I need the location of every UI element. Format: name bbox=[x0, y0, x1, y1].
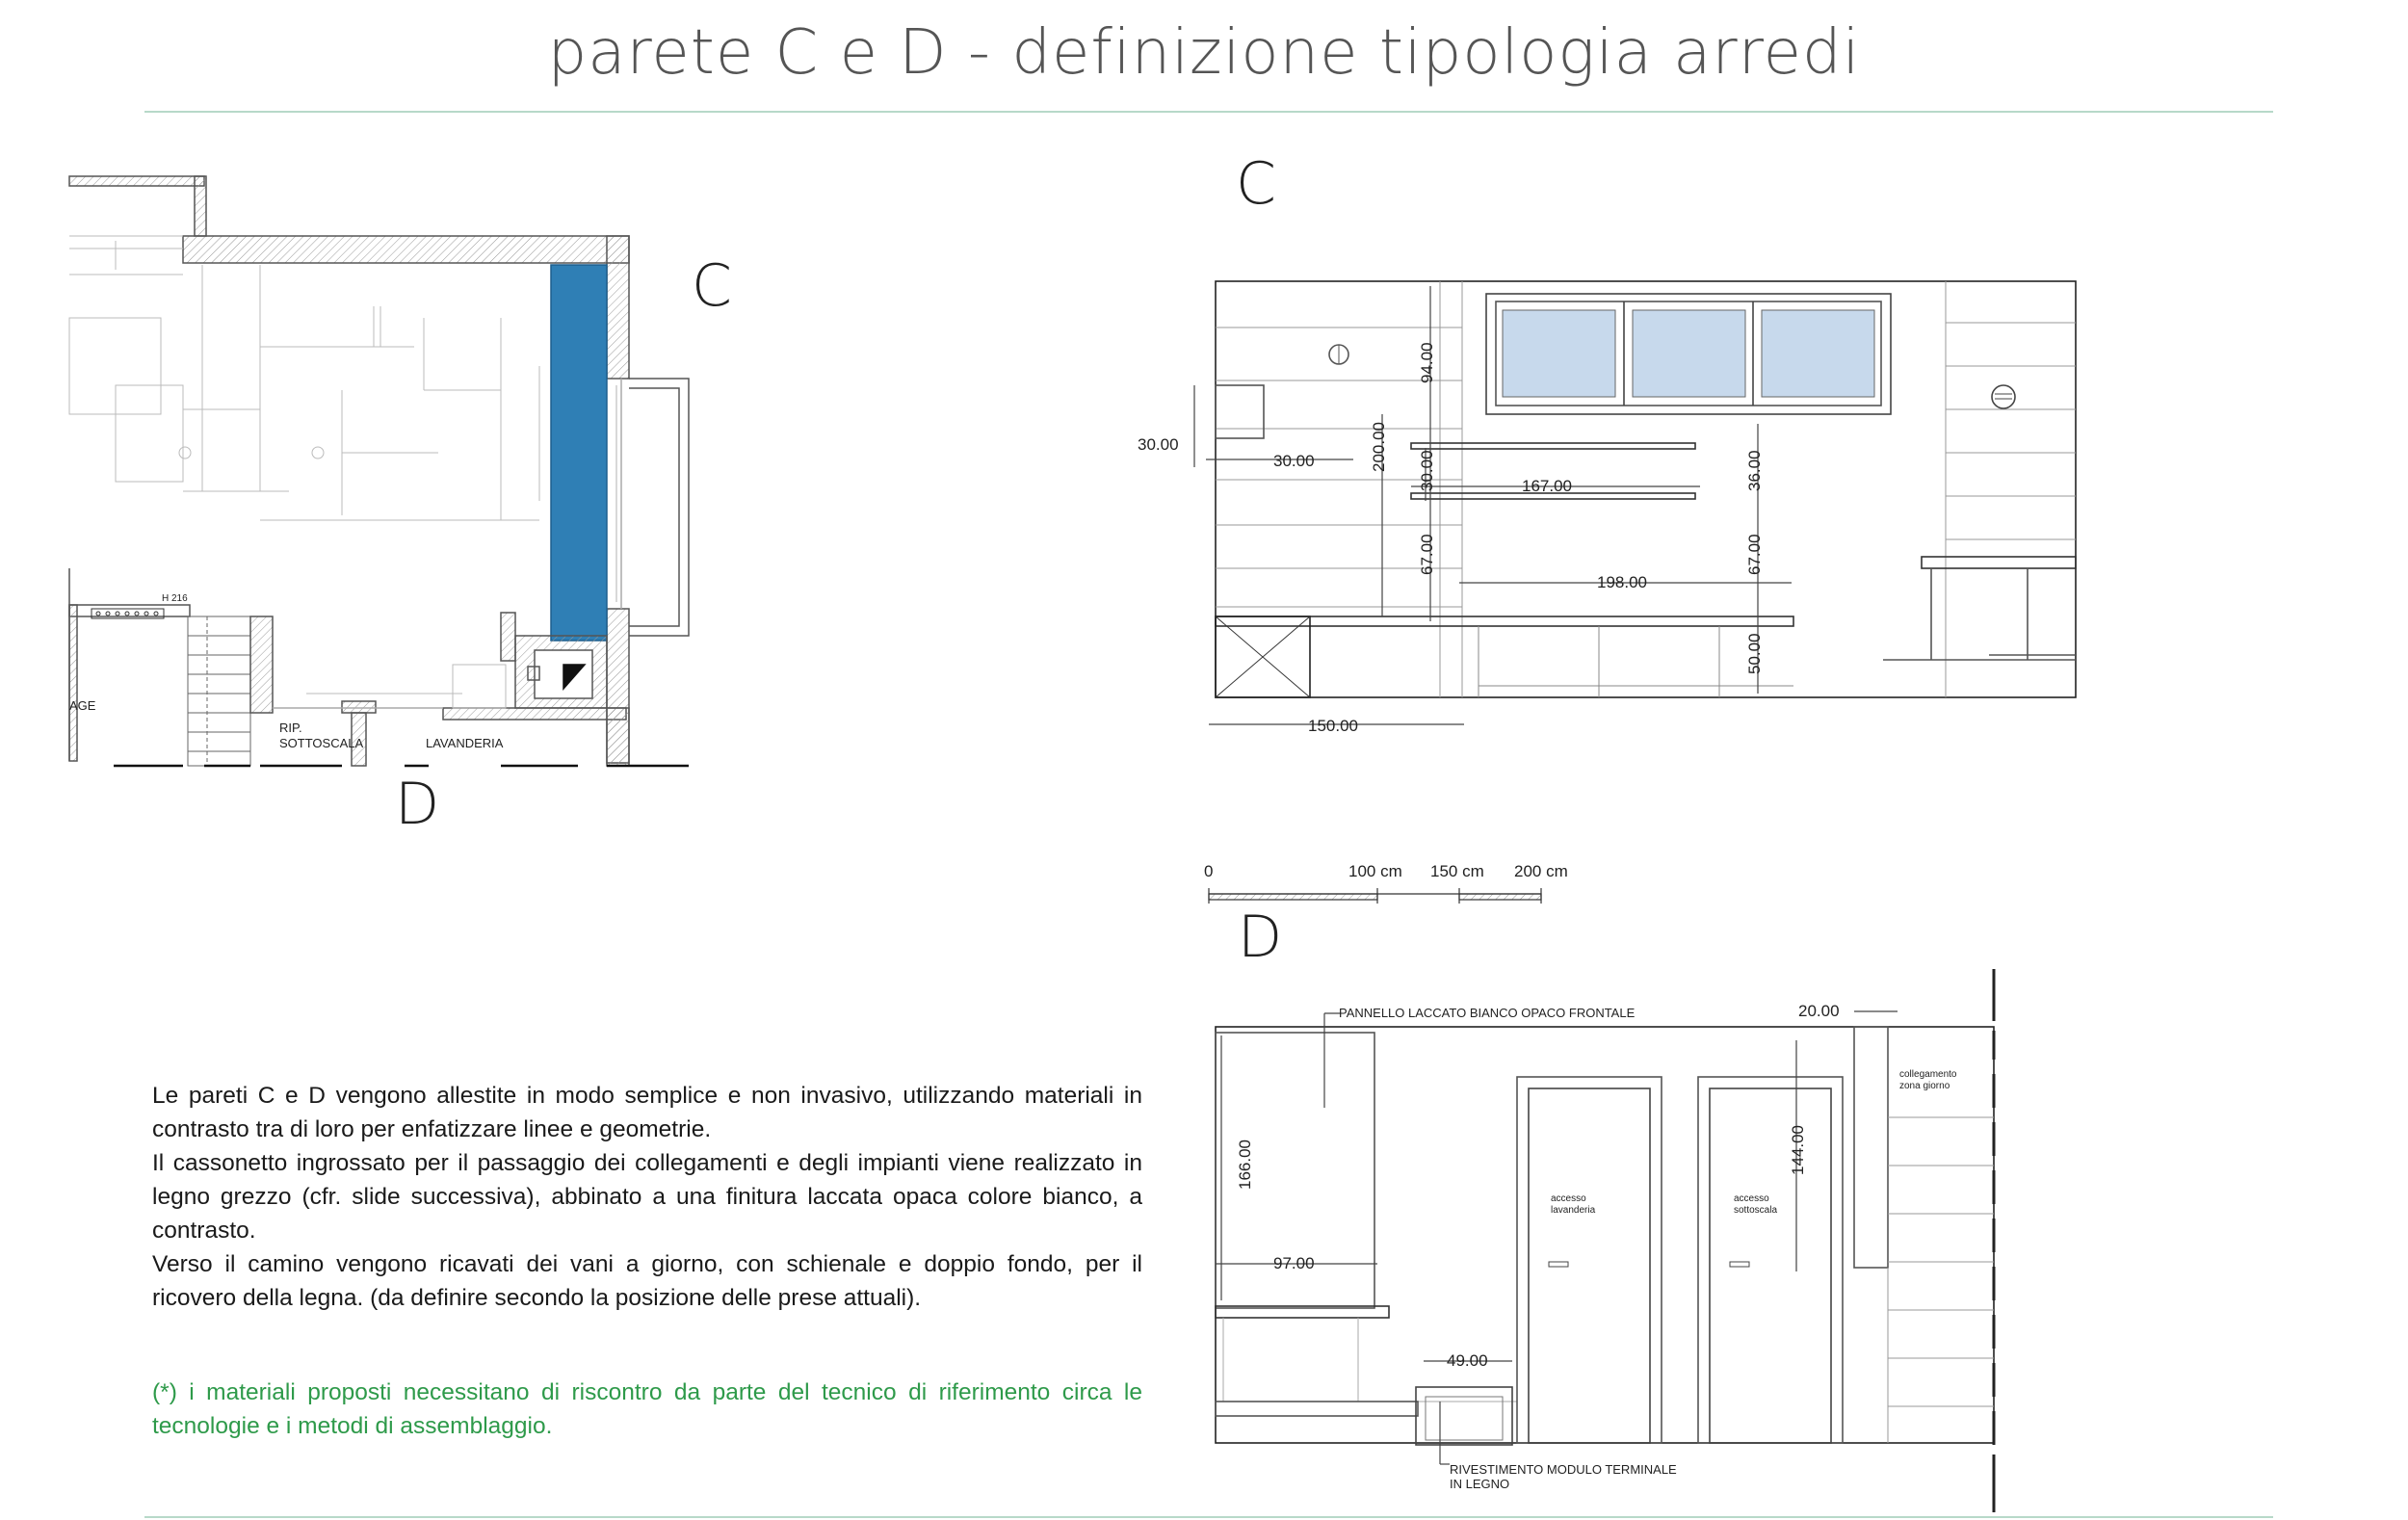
link-label-2: zona giorno bbox=[1899, 1081, 1950, 1091]
dim-c-30-vertical: 30.00 bbox=[1418, 450, 1436, 491]
scale-bar bbox=[1209, 888, 1541, 904]
scale-tick-100: 100 cm bbox=[1348, 862, 1402, 880]
vent-icon bbox=[1992, 385, 2015, 408]
plan-room-label-sottoscala: SOTTOSCALA bbox=[279, 736, 364, 750]
scale-tick-150: 150 cm bbox=[1430, 862, 1484, 880]
window-panes bbox=[1503, 310, 1874, 397]
annotation-panel: PANNELLO LACCATO BIANCO OPACO FRONTALE bbox=[1339, 1006, 1636, 1020]
dim-c-198: 198.00 bbox=[1597, 573, 1647, 591]
scale-tick-0: 0 bbox=[1204, 862, 1214, 880]
elevation-c-drawing bbox=[1216, 281, 2076, 697]
dim-c-200: 200.00 bbox=[1370, 422, 1388, 472]
plan-label-d: D bbox=[395, 771, 440, 838]
plan-room-label-lavanderia: LAVANDERIA bbox=[426, 736, 504, 750]
dim-c-94: 94.00 bbox=[1418, 342, 1436, 383]
dim-c-67-left: 67.00 bbox=[1418, 534, 1436, 575]
elevation-d-dimension-lines bbox=[1216, 1011, 1898, 1464]
description-paragraph-1: Le pareti C e D vengono allestite in modo semplice e non invasivo, utilizzando materiali in contrasto tra di loro per enfatizzare linee e geometrie. bbox=[152, 1083, 1142, 1142]
dim-d-166: 166.00 bbox=[1236, 1140, 1254, 1190]
page-title: parete C e D - definizione tipologia arredi bbox=[547, 17, 1861, 89]
materials-note: (*) i materiali proposti necessitano di riscontro da parte del tecnico di riferimento circa le tecnologie e i metodi di assemblaggio. bbox=[152, 1379, 1142, 1439]
annotation-cladding-1: RIVESTIMENTO MODULO TERMINALE bbox=[1450, 1462, 1677, 1477]
plan-height-label: H 216 bbox=[162, 593, 188, 604]
elevation-d-label: D bbox=[1238, 904, 1283, 971]
plan-label-c: C bbox=[692, 252, 732, 320]
dim-c-36: 36.00 bbox=[1745, 450, 1764, 491]
dim-c-167: 167.00 bbox=[1522, 477, 1572, 495]
dim-d-144: 144.00 bbox=[1789, 1125, 1807, 1175]
dim-d-97: 97.00 bbox=[1273, 1254, 1315, 1272]
dim-d-20: 20.00 bbox=[1798, 1002, 1840, 1020]
dim-c-30-left: 30.00 bbox=[1138, 435, 1179, 454]
plan-room-label-rip: RIP. bbox=[279, 721, 302, 735]
door-sottoscala-label-2: sottoscala bbox=[1734, 1205, 1778, 1216]
description-paragraph-2: Il cassonetto ingrossato per il passaggio dei collegamenti e degli impianti viene realizzato in legno grezzo (cfr. slide successiva), abbinato a una finitura laccata opaca colore bianco, a contrasto. bbox=[152, 1150, 1142, 1244]
description-text bbox=[152, 1079, 1142, 1315]
dim-c-67-right: 67.00 bbox=[1745, 534, 1764, 575]
floor-plan bbox=[69, 176, 689, 766]
door-sottoscala-label-1: accesso bbox=[1734, 1193, 1769, 1204]
plan-room-label-garage: AGE bbox=[69, 698, 96, 713]
elevation-c-label: C bbox=[1236, 150, 1276, 218]
door-lavanderia-label-1: accesso bbox=[1551, 1193, 1586, 1204]
highlighted-wall-unit bbox=[551, 265, 607, 641]
elevation-d-drawing bbox=[1216, 969, 1994, 1512]
description-paragraph-3: Verso il camino vengono ricavati dei vani a giorno, con schienale e doppio fondo, per il ricovero della legna. (da definire secondo la posizione delle prese attuali). bbox=[152, 1251, 1142, 1311]
dim-c-150: 150.00 bbox=[1308, 717, 1358, 735]
dim-c-50: 50.00 bbox=[1745, 633, 1764, 674]
link-label-1: collegamento bbox=[1899, 1069, 1957, 1080]
dim-c-30-shelf: 30.00 bbox=[1273, 452, 1315, 470]
door-lavanderia-label-2: lavanderia bbox=[1551, 1205, 1596, 1216]
dim-d-49: 49.00 bbox=[1447, 1351, 1488, 1370]
scale-tick-200: 200 cm bbox=[1514, 862, 1568, 880]
annotation-cladding-2: IN LEGNO bbox=[1450, 1477, 1510, 1491]
